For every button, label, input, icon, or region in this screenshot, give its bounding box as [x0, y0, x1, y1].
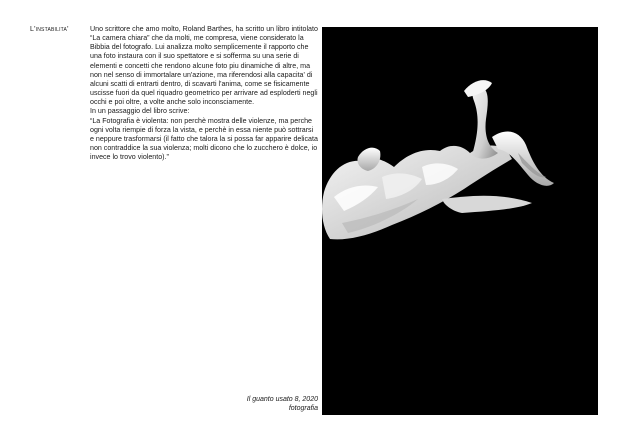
artwork-title: Il guanto usato 8, 2020	[246, 396, 318, 403]
body-text	[90, 25, 318, 162]
paragraph-barthes: Uno scrittore che amo molto, Roland Barthes, ha scritto un libro intitolato “La camera chiara” che da molti, me compresa, viene considerato la Bibbia del fotografo. Lui analizza molto semplicemente il rapporto che una foto instaura con il suo spettatore e si sofferma su una serie di elementi e concetti che rendono alcune foto piu dinamiche di altre, ma non nel senso di immortalare un'azione, ma riferendosi alla capacita' di alcuni scatti di entrarti dentro, di scavarti l'anima, come se fisicamente uscisse fuori da quel riquadro geometrico per arrivare ad esploderti negli occhi e poi oltre, a volte anche solo inconsciamente.	[90, 25, 318, 107]
barthes-quote: “La Fotografia è violenta: non perchè mostra delle violenze, ma perche ogni volta riempie di forza la vista, e perchè in essa niente può sottrarsi e neppure trasformarsi (il fatto che talora la si possa far apparire delicata non contraddice la sua violenza; molti dicono che lo zucchero è dolce, io invece lo trovo violento).”	[90, 116, 318, 162]
paragraph-quote-intro: In un passaggio del libro scrive:	[90, 107, 190, 116]
artwork-photo	[322, 27, 598, 415]
artwork-medium: fotografia	[288, 405, 318, 412]
section-title: L'instabilita'	[30, 26, 69, 33]
crumpled-glove-image	[322, 27, 598, 415]
